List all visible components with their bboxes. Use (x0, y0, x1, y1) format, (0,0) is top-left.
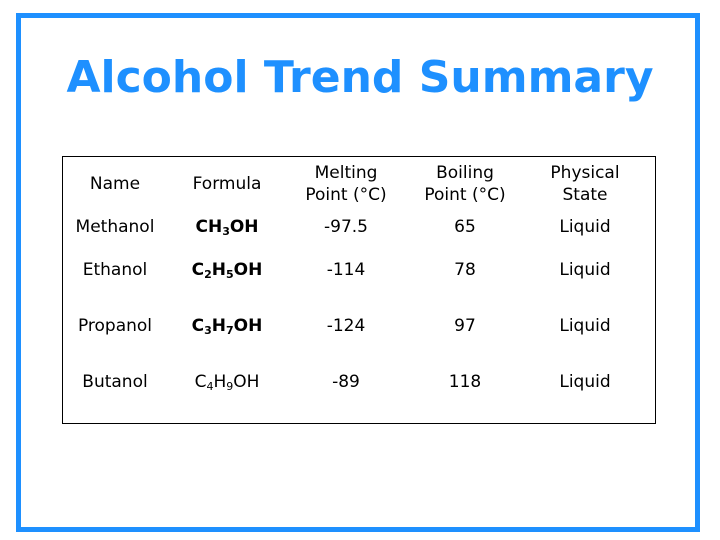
cell-formula: $C_2H_5OH$ (191, 260, 263, 281)
cell-name: Butanol (82, 372, 148, 392)
cell-formula: $C_4H_9OH$ (194, 372, 260, 393)
header-name: Name (89, 174, 141, 194)
header-boiling-line1: Boiling (436, 163, 494, 183)
cell-formula: $CH_3OH$ (195, 217, 259, 238)
page-title: Alcohol Trend Summary (66, 52, 654, 103)
cell-formula: $C_3H_7OH$ (191, 316, 263, 337)
header-state-line2: State (562, 185, 608, 205)
table-row (62, 298, 646, 354)
header-state-line1: Physical (550, 163, 620, 183)
cell-boiling: 97 (454, 316, 476, 336)
table-row (62, 242, 646, 298)
cell-name: Propanol (77, 316, 153, 336)
table-header-row (62, 156, 646, 212)
header-boiling-point (406, 156, 524, 212)
header-melting-line1: Melting (314, 163, 378, 183)
cell-name: Ethanol (82, 260, 148, 280)
cell-name: Methanol (75, 217, 155, 237)
cell-melting: -97.5 (324, 217, 368, 237)
table-row (62, 212, 646, 242)
header-melting-point (286, 156, 406, 212)
cell-state: Liquid (559, 316, 611, 336)
cell-state: Liquid (559, 372, 611, 392)
cell-melting: -89 (332, 372, 360, 392)
header-melting-line2: Point (°C) (305, 185, 387, 205)
header-formula: Formula (192, 174, 262, 194)
cell-melting: -114 (326, 260, 366, 280)
cell-state: Liquid (559, 217, 611, 237)
cell-melting: -124 (326, 316, 366, 336)
cell-boiling: 118 (448, 372, 482, 392)
cell-state: Liquid (559, 260, 611, 280)
alcohol-table (62, 156, 646, 410)
cell-boiling: 65 (454, 217, 476, 237)
header-boiling-line2: Point (°C) (424, 185, 506, 205)
table-row (62, 354, 646, 410)
cell-boiling: 78 (454, 260, 476, 280)
header-physical-state (524, 156, 646, 212)
